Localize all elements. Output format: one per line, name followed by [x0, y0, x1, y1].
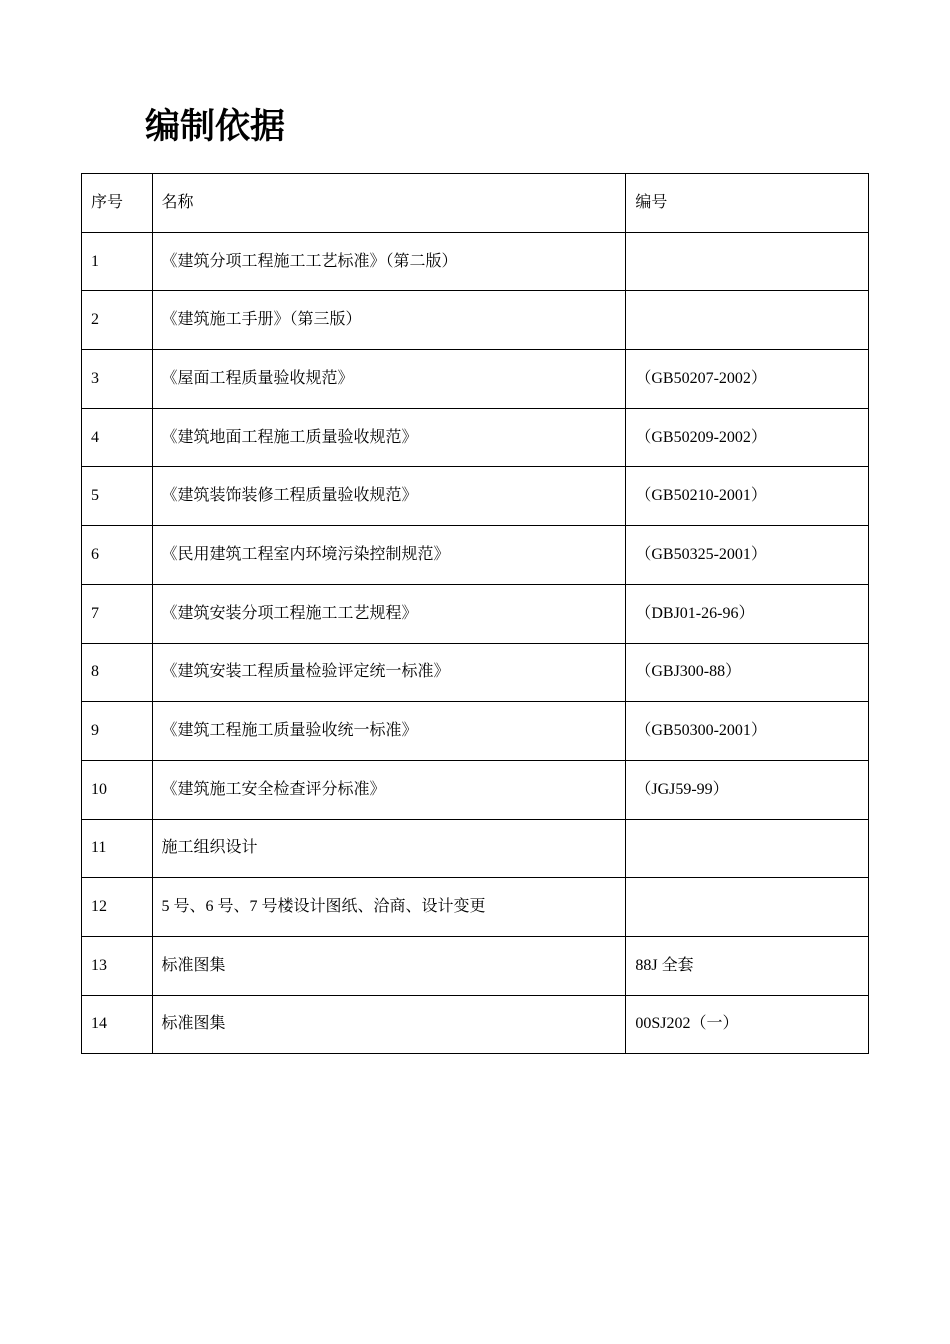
table-row	[82, 408, 869, 467]
row-code	[626, 819, 869, 878]
row-code: 00SJ202（一）	[626, 995, 869, 1054]
row-no: 5	[82, 467, 153, 526]
row-code	[626, 232, 869, 291]
row-no: 7	[82, 584, 153, 643]
row-name: 标准图集	[152, 995, 626, 1054]
row-name: 《民用建筑工程室内环境污染控制规范》	[152, 526, 626, 585]
table-row	[82, 819, 869, 878]
row-name: 标准图集	[152, 936, 626, 995]
table-header-row	[82, 174, 869, 233]
table-row	[82, 643, 869, 702]
row-no: 11	[82, 819, 153, 878]
table-row	[82, 936, 869, 995]
row-no: 13	[82, 936, 153, 995]
row-no: 3	[82, 350, 153, 409]
row-code: （GB50207-2002）	[626, 350, 869, 409]
table-row	[82, 232, 869, 291]
row-no: 10	[82, 760, 153, 819]
row-code: （DBJ01-26-96）	[626, 584, 869, 643]
row-name: 《建筑安装分项工程施工工艺规程》	[152, 584, 626, 643]
basis-table	[81, 173, 869, 1054]
row-code: （GB50209-2002）	[626, 408, 869, 467]
row-no: 12	[82, 878, 153, 937]
row-name: 《建筑工程施工质量验收统一标准》	[152, 702, 626, 761]
page-title: 编制依据	[145, 107, 286, 147]
row-name: 《建筑施工手册》（第三版）	[152, 291, 626, 350]
row-name: 《屋面工程质量验收规范》	[152, 350, 626, 409]
row-code: （JGJ59-99）	[626, 760, 869, 819]
header-name: 名称	[152, 174, 626, 233]
row-no: 8	[82, 643, 153, 702]
row-code	[626, 291, 869, 350]
row-no: 14	[82, 995, 153, 1054]
row-no: 9	[82, 702, 153, 761]
row-name: 施工组织设计	[152, 819, 626, 878]
table-row	[82, 350, 869, 409]
table-row	[82, 878, 869, 937]
table-row	[82, 526, 869, 585]
row-name: 《建筑安装工程质量检验评定统一标准》	[152, 643, 626, 702]
table-row	[82, 584, 869, 643]
header-no: 序号	[82, 174, 153, 233]
table-row	[82, 467, 869, 526]
row-code: （GB50300-2001）	[626, 702, 869, 761]
table-row	[82, 291, 869, 350]
row-no: 2	[82, 291, 153, 350]
row-no: 6	[82, 526, 153, 585]
row-no: 4	[82, 408, 153, 467]
row-code: （GB50325-2001）	[626, 526, 869, 585]
table-row	[82, 702, 869, 761]
row-code: 88J 全套	[626, 936, 869, 995]
row-name: 5 号、6 号、7 号楼设计图纸、洽商、设计变更	[152, 878, 626, 937]
row-code	[626, 878, 869, 937]
table-row	[82, 995, 869, 1054]
row-no: 1	[82, 232, 153, 291]
table-row	[82, 760, 869, 819]
header-code: 编号	[626, 174, 869, 233]
row-name: 《建筑地面工程施工质量验收规范》	[152, 408, 626, 467]
row-code: （GB50210-2001）	[626, 467, 869, 526]
row-name: 《建筑分项工程施工工艺标准》（第二版）	[152, 232, 626, 291]
row-code: （GBJ300-88）	[626, 643, 869, 702]
row-name: 《建筑施工安全检查评分标准》	[152, 760, 626, 819]
row-name: 《建筑装饰装修工程质量验收规范》	[152, 467, 626, 526]
